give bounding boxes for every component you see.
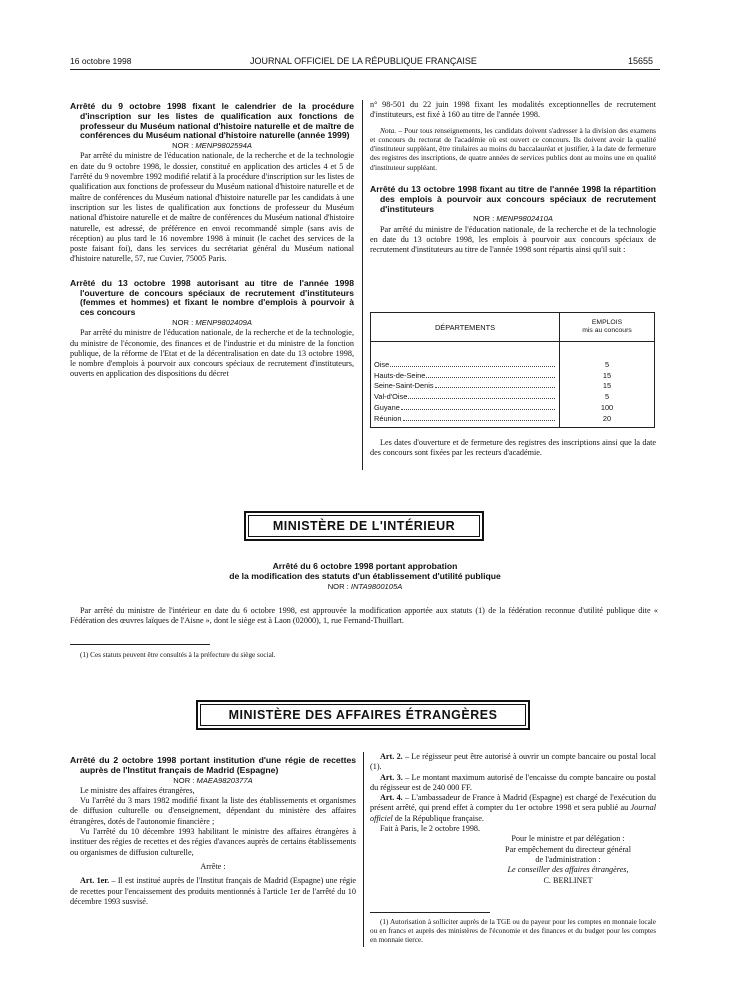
- table-row-count: 20: [602, 413, 612, 423]
- interieur-title: Arrêté du 6 octobre 1998 portant approbation de la modification des statuts d'un établissement d'utilité publique NOR : INTA9800105A: [70, 562, 660, 592]
- table-count-cell: [560, 342, 655, 428]
- article-4: Art. 4. – L'ambassadeur de France à Madrid (Espagne) est chargé de l'exécution du présent arrêté, qui prend effet à compter du 1er octobre 1998 et sera publié au Journal officiel de la République française.: [370, 793, 656, 823]
- header-rule: [70, 69, 660, 70]
- column-divider: [363, 752, 364, 947]
- nor-reference: NOR : MENP9802594A: [172, 141, 252, 151]
- journal-title: JOURNAL OFFICIEL DE LA RÉPUBLIQUE FRANÇAISE: [250, 56, 477, 66]
- ministry-heading-interieur: MINISTÈRE DE L'INTÉRIEUR: [244, 511, 484, 541]
- footnote-rule: [70, 644, 210, 645]
- table-row-dept: Oise: [374, 358, 557, 369]
- article-body: Par arrêté du ministre de l'éducation nationale, de la recherche et de la technologie en date du 13 octobre 1998, les emplois à pourvoir aux concours spéciaux de recrutement d'instituteurs au titre de l'année 1998 sont répartis ainsi qu'il suit :: [370, 224, 656, 255]
- table-row-count: 5: [604, 359, 610, 369]
- article-title: Arrêté du 13 octobre 1998 fixant au titre de l'année 1998 la répartition des emplois à pourvoir aux concours spéciaux de recrutement d'instituteurs: [370, 184, 656, 214]
- nor-reference: NOR : MENP9802410A: [473, 214, 553, 224]
- table-row-dept: Seine-Saint-Denis: [374, 380, 557, 391]
- affaires-right-column: [370, 752, 656, 886]
- article-1: Art. 1er. – Il est institué auprès de l'Institut français de Madrid (Espagne) une régie de recettes pour l'encaissement des produits mentionnés à l'article 1er de l'arrêté du 10 décembre 1993 susvisé.: [70, 876, 356, 906]
- table-header-departements: DÉPARTEMENTS: [371, 313, 560, 342]
- table-dept-cell: [371, 342, 560, 428]
- table-row-count: 100: [600, 402, 614, 412]
- nota: Nota. – Pour tous renseignements, les candidats doivent s'adresser à la division des examens et concours du rectorat de l'académie où est ouvert ce concours. Ils doivent avoir la qualité d'instituteur suppléant, être titulaires au moins du baccalauréat et justifier, à la date de fermeture des registres des inscriptions, de quatre années de services publics dont au moins une en qualité d'instituteur suppléant.: [370, 125, 656, 172]
- left-column-top: [70, 102, 354, 380]
- table-row-dept: Hauts-de-Seine: [374, 369, 557, 380]
- article-paragraph: Vu l'arrêté du 10 décembre 1993 habilitant le ministre des affaires étrangères à instituer des régies de recettes et des régies d'avances auprès de certains établissements ou organismes de diffusion culturelle,: [70, 827, 356, 857]
- right-column-after-table: [370, 438, 656, 459]
- nor-reference: NOR : MAEA9820377A: [173, 775, 253, 785]
- article-body: Par arrêté du ministre de l'éducation nationale, de la recherche et de la technologie, du ministre de l'économie, des finances et de l'industrie et du ministre de la fonction publique, de la réforme de l'Etat et de la décentralisation en date du 13 octobre 1998, le nombre d'emplois à pourvoir aux concours spéciaux de recrutement d'instituteurs, ouverts en application des dispositions du décret: [70, 328, 354, 379]
- column-divider: [362, 100, 363, 470]
- table-row-dept: Val-d'Oise: [374, 390, 557, 401]
- table-row-count: 15: [602, 370, 612, 380]
- article-body: n° 98-501 du 22 juin 1998 fixant les modalités exceptionnelles de recrutement d'instituteurs, est fixé à 160 au titre de l'année 1998.: [370, 100, 656, 120]
- done-at: Fait à Paris, le 2 octobre 1998.: [380, 824, 481, 834]
- interieur-body: Par arrêté du ministre de l'intérieur en date du 6 octobre 1998, est approuvée la modification apportée aux statuts (1) de la fédération reconnue d'utilité publique dite « Fédération des œuvres laïques de l'Aisne », dont le siège est à Laon (02000), 1, rue Fernand-Thuillart.: [70, 606, 658, 626]
- article-2: Art. 2. – Le régisseur peut être autorisé à ouvrir un compte bancaire ou postal local (1).: [370, 752, 656, 772]
- arrete-label: Arrête :: [200, 861, 226, 871]
- table-row-count: 5: [604, 392, 610, 402]
- article-title: Arrêté du 13 octobre 1998 autorisant au titre de l'année 1998 l'ouverture de concours spéciaux de recrutement d'instituteurs (femmes et hommes) et fixant le nombre d'emplois à pourvoir à ces concours: [70, 277, 354, 318]
- table-header-emplois: EMPLOIS mis au concours: [560, 313, 655, 342]
- table-row-dept: Réunion: [374, 412, 557, 423]
- article-body: Par arrêté du ministre de l'éducation nationale, de la recherche et de la technologie en date du 9 octobre 1998, le dossier, constitué en application des articles 4 et 5 de l'arrêté du 9 novembre 1992 modifié relatif à la procédure d'inscription sur les listes de qualification aux fonctions de professeur du Muséum national d'histoire naturelle et de maître de conférences du Muséum national d'histoire naturelle par les candidats à une inscription sur les listes de qualification aux fonctions de professeur du Muséum national d'histoire naturelle et de maître de conférences du Muséum national d'histoire naturelle, est adressé, de préférence en envoi recommandé simple (sans avis de réception) au plus tard le 16 novembre 1998 à minuit (le cachet des services de la poste faisant foi), dans les services du secrétariat général du Muséum national d'histoire naturelle, 57, rue Cuvier, 75005 Paris.: [70, 151, 354, 264]
- affaires-footnote: (1) Autorisation à solliciter auprès de la TGE ou du payeur pour les comptes en monnaie locale ou en francs et auprès des ministères de l'économie et des finances et du budget pour les comptes en monnaie tierce.: [370, 918, 656, 944]
- interieur-footnote: (1) Ces statuts peuvent être consultés à la préfecture du siège social.: [80, 651, 276, 659]
- page-number: 15655: [628, 56, 654, 66]
- right-column-top: [370, 100, 656, 256]
- table-row-dept: Guyane: [374, 401, 557, 412]
- nor-reference: NOR : INTA9800105A: [327, 581, 403, 591]
- article-body: Les dates d'ouverture et de fermeture des registres des inscriptions ainsi que la date des concours sont fixées par les recteurs d'académie.: [370, 438, 656, 458]
- article-paragraph: Le ministre des affaires étrangères,: [80, 785, 195, 795]
- article-paragraph: Vu l'arrêté du 3 mars 1982 modifié fixant la liste des établissements et organismes de diffusion culturelle ou d'enseignement, dépendant du ministère des affaires étrangères, dotés de l'autonomie financière ;: [70, 796, 356, 826]
- article-title: Arrêté du 9 octobre 1998 fixant le calendrier de la procédure d'inscription sur les listes de qualification aux fonctions de professeur du Muséum national d'histoire naturelle et de maître de conférences du Muséum national d'histoire naturelle (année 1999): [70, 101, 354, 141]
- article-title: Arrêté du 2 octobre 1998 portant institution d'une régie de recettes auprès de l'Institut français de Madrid (Espagne): [70, 755, 356, 775]
- affaires-left-column: [70, 756, 356, 907]
- table-row-count: 15: [602, 381, 612, 391]
- departments-table: [370, 312, 655, 428]
- ministry-heading-affaires-etrangeres: MINISTÈRE DES AFFAIRES ÉTRANGÈRES: [196, 700, 530, 730]
- page-date: 16 octobre 1998: [70, 56, 132, 66]
- signature-block: Pour le ministre et par délégation : Par empêchement du directeur général de l'administration : Le conseiller des affaires étrangères, C. BERLINET: [505, 834, 631, 885]
- article-3: Art. 3. – Le montant maximum autorisé de l'encaisse du compte bancaire ou postal du régisseur est de 240 000 FF.: [370, 772, 656, 792]
- footnote-rule: [370, 912, 490, 913]
- nor-reference: NOR : MENP9802409A: [172, 317, 252, 327]
